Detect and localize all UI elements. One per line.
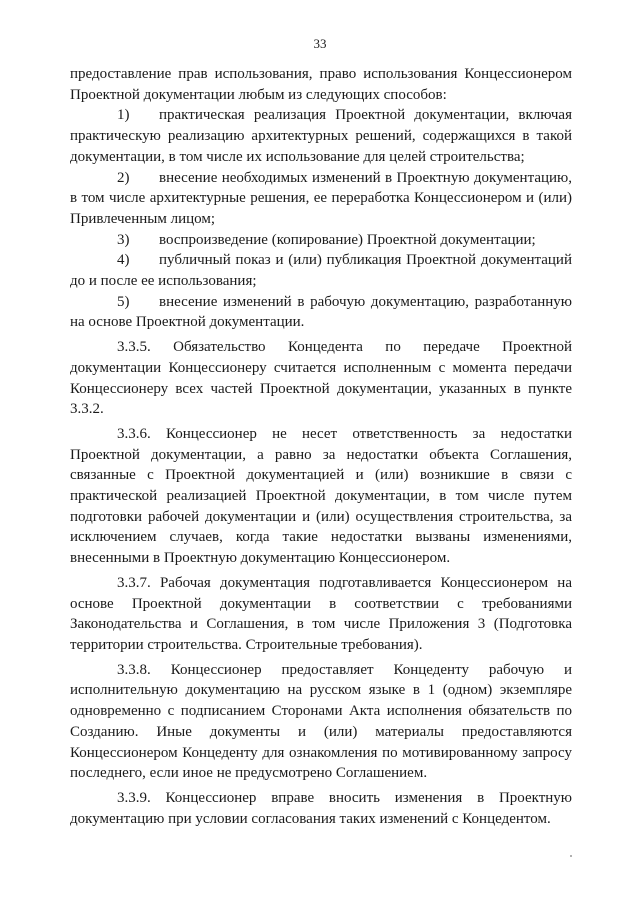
scan-speck [570, 855, 572, 857]
clause-3-3-5 [70, 337, 572, 420]
clause-number: 3.3.8. [117, 661, 151, 678]
list-text: внесение необходимых изменений в Проектную документацию, в том числе архитектурные решения, ее переработка Концессионером и (или) Привлеченным лицом; [70, 169, 572, 227]
list-text: внесение изменений в рабочую документацию, разработанную на основе Проектной документации. [70, 293, 572, 331]
list-number: 2) [117, 169, 130, 186]
list-number: 1) [117, 107, 130, 124]
list-number: 3) [117, 231, 130, 248]
clause-text: Рабочая документация подготавливается Концессионером на основе Проектной документации в соответствии с требованиями Законодательства и Соглашения, в том числе Приложения 3 (Подготовка территории строительства. Строительные требования). [70, 574, 572, 653]
clause-number: 3.3.5. [117, 339, 151, 356]
list-item-5 [70, 292, 572, 333]
clause-number: 3.3.7. [117, 574, 151, 591]
page-number: 33 [313, 36, 327, 51]
clause-3-3-8 [70, 660, 572, 784]
clause-number: 3.3.6. [117, 425, 151, 442]
list-item-1 [70, 105, 572, 167]
document-body [70, 64, 572, 829]
clause-text: Концессионер предоставляет Концеденту рабочую и исполнительную документацию на русском языке в 1 (одном) экземпляре одновременно с подписанием Сторонами Акта исполнения обязательств по Созданию. Иные документы и (или) материалы предоставляются Концессионером Концеденту для ознакомления по мотивированному запросу последнего, если иное не предусмотрено Соглашением. [70, 661, 573, 782]
list-number: 4) [117, 252, 130, 269]
list-text: практическая реализация Проектной документации, включая практическую реализацию архитектурных решений, содержащихся в такой документации, в том числе их использование для целей строительства; [70, 107, 572, 165]
clause-text: Обязательство Концедента по передаче Проектной документации Концессионеру считается исполненным с момента передачи Концессионеру всех частей Проектной документации, указанных в пункте 3.3.2. [70, 339, 573, 418]
intro-paragraph: предоставление прав использования, право использования Концессионером Проектной документации любым из следующих способов: [70, 66, 572, 103]
list-item-2 [70, 168, 572, 230]
list-text: публичный показ и (или) публикация Проектной документаций до и после ее использования; [70, 252, 572, 290]
list-item-3 [70, 230, 572, 251]
list-text: воспроизведение (копирование) Проектной документации; [159, 231, 536, 248]
clause-3-3-6 [70, 424, 572, 569]
clause-number: 3.3.9. [117, 789, 151, 806]
list-number: 5) [117, 293, 130, 310]
clause-3-3-7 [70, 573, 572, 656]
clause-text: Концессионер не несет ответственность за недостатки Проектной документации, а равно за недостатки объекта Соглашения, связанные с Проектной документацией и (или) возникшие в связи с практической реализацией Проектной документации, в том числе путем подготовки рабочей документации и (или) осуществления строительства, за исключением случаев, когда такие недостатки вызваны изменениями, внесенными в Проектную документацию Концессионером. [70, 425, 572, 567]
list-item-4 [70, 250, 572, 291]
clause-text: Концессионер вправе вносить изменения в Проектную документацию при условии согласования таких изменений с Концедентом. [70, 789, 572, 827]
clause-3-3-9 [70, 788, 572, 829]
